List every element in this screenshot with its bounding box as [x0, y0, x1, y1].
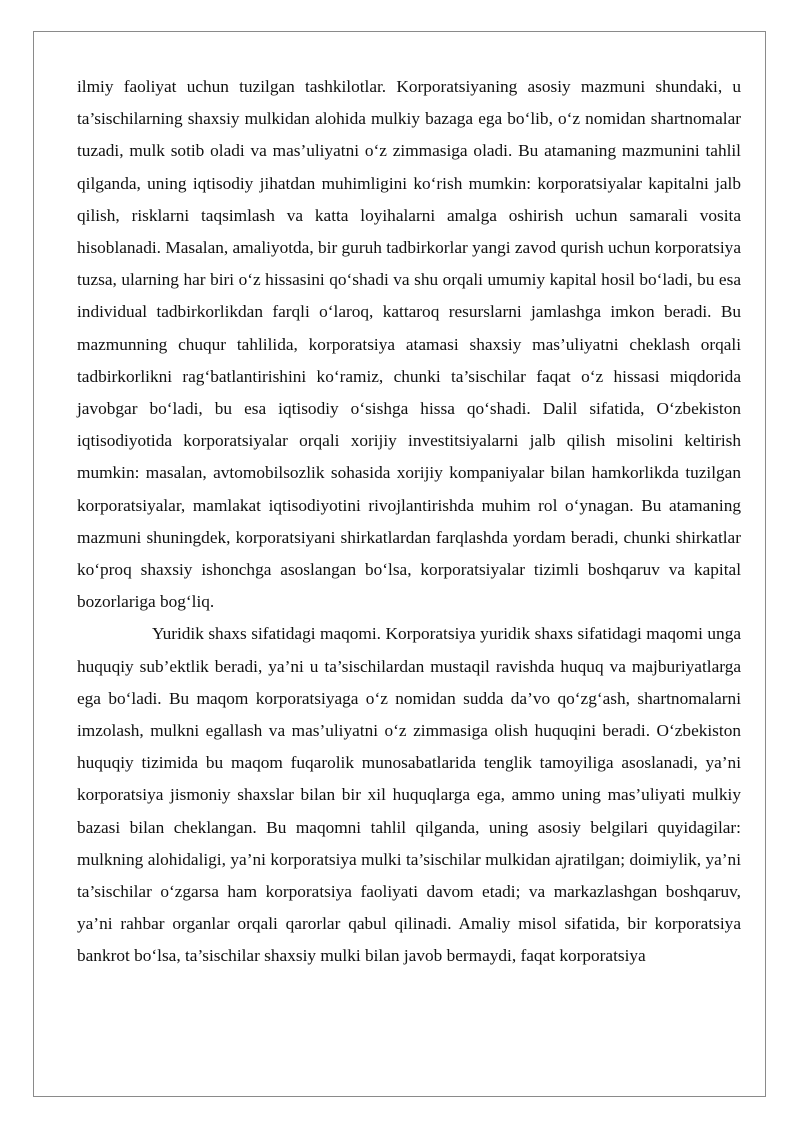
paragraph-2: Yuridik shaxs sifatidagi maqomi. Korporatsiya yuridik shaxs sifatidagi maqomi unga huquqiy sub’ektlik beradi, ya’ni u ta’sischilardan mustaqil ravishda huquq va majburiyatlarga ega bo‘ladi. Bu maqom korporatsiyaga o‘z nomidan sudda da’vo qo‘zg‘ash, shartnomalarni imzolash, mulkni egallash va mas’uliyatni o‘z zimmasiga olish huquqini beradi. O‘zbekiston huquqiy tizimida bu maqom fuqarolik munosabatlarida tenglik tamoyiliga asoslanadi, ya’ni korporatsiya jismoniy shaxslar bilan bir xil huquqlarga ega, ammo uning mas’uliyati mulkiy bazasi bilan cheklangan. Bu maqomni tahlil qilganda, uning asosiy belgilari quyidagilar: mulkning alohidaligi, ya’ni korporatsiya mulki ta’sischilar mulkidan ajratilgan; doimiylik, ya’ni ta’sischilar o‘zgarsa ham korporatsiya faoliyati davom etadi; va markazlashgan boshqaruv, ya’ni rahbar organlar orqali qarorlar qabul qilinadi. Amaliy misol sifatida, bir korporatsiya bankrot bo‘lsa, ta’sischilar shaxsiy mulki bilan javob bermaydi, faqat korporatsiya	[77, 624, 741, 966]
paragraph-1: ilmiy faoliyat uchun tuzilgan tashkilotlar. Korporatsiyaning asosiy mazmuni shundaki, u ta’sischilarning shaxsiy mulkidan alohida mulkiy bazaga ega bo‘lib, o‘z nomidan shartnomalar tuzadi, mulk sotib oladi va mas’uliyatni o‘z zimmasiga oladi. Bu atamaning mazmunini tahlil qilganda, uning iqtisodiy jihatdan muhimligini ko‘rish mumkin: korporatsiyalar kapitalni jalb qilish, risklarni taqsimlash va katta loyihalarni amalga oshirish uchun samarali vosita hisoblanadi. Masalan, amaliyotda, bir guruh tadbirkorlar yangi zavod qurish uchun korporatsiya tuzsa, ularning har biri o‘z hissasini qo‘shadi va shu orqali umumiy kapital hosil bo‘ladi, bu esa individual tadbirkorlikdan farqli o‘laroq, kattaroq resurslarni jamlashga imkon beradi. Bu mazmunning chuqur tahlilida, korporatsiya atamasi shaxsiy mas’uliyatni cheklash orqali tadbirkorlikni rag‘batlantirishini ko‘ramiz, chunki ta’sischilar faqat o‘z hissasi miqdorida javobgar bo‘ladi, bu esa iqtisodiy o‘sishga hissa qo‘shadi. Dalil sifatida, O‘zbekiston iqtisodiyotida korporatsiyalar orqali xorijiy investitsiyalarni jalb qilish misolini keltirish mumkin: masalan, avtomobilsozlik sohasida xorijiy kompaniyalar bilan hamkorlikda tuzilgan korporatsiyalar, mamlakat iqtisodiyotini rivojlantirishda muhim rol o‘ynagan. Bu atamaning mazmuni shuningdek, korporatsiyani shirkatlardan farqlashda yordam beradi, chunki shirkatlar ko‘proq shaxsiy ishonchga asoslangan bo‘lsa, korporatsiyalar tizimli boshqaruv va kapital bozorlariga bog‘liq.	[77, 77, 741, 612]
document-body	[77, 71, 741, 973]
